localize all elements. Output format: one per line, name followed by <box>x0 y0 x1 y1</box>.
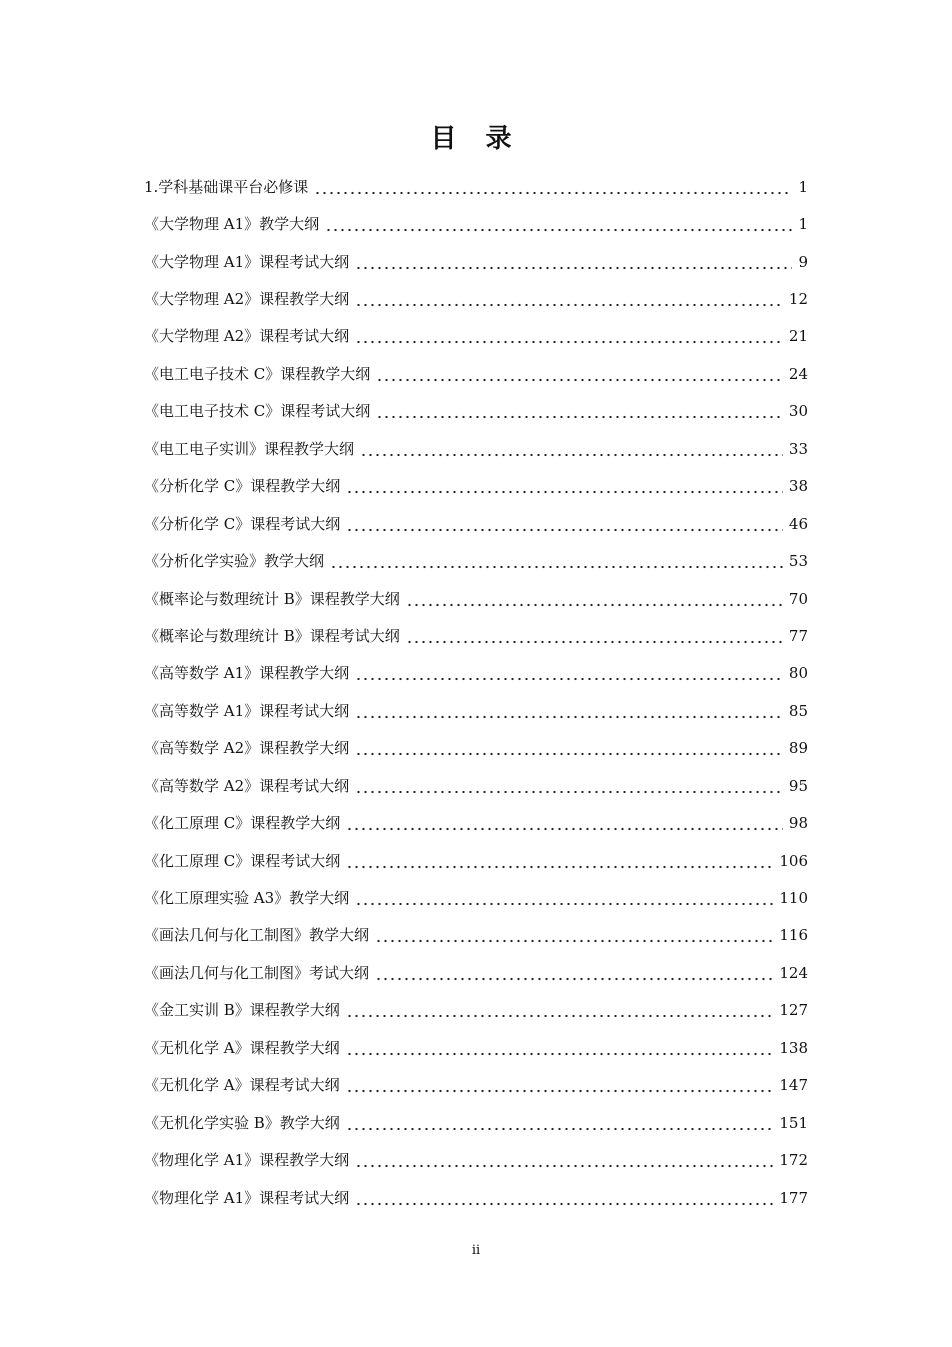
toc-dot-leader <box>375 925 773 945</box>
toc-entry-page: 124 <box>779 963 808 982</box>
toc-dot-leader <box>346 514 783 534</box>
toc-entry[interactable] <box>144 617 808 654</box>
toc-entry-page: 1 <box>798 177 808 196</box>
toc-dot-leader <box>355 326 783 346</box>
toc-entry-page: 110 <box>779 889 808 908</box>
toc-entry-page: 172 <box>779 1151 808 1170</box>
toc-entry[interactable] <box>144 205 808 242</box>
toc-entry-title: 1.学科基础课平台必修课 <box>144 177 309 196</box>
toc-entry-page: 1 <box>798 215 808 234</box>
toc-entry-title: 《无机化学 A》课程考试大纲 <box>144 1076 340 1095</box>
toc-entry[interactable] <box>144 355 808 392</box>
toc-entry[interactable] <box>144 842 808 879</box>
toc-entry[interactable] <box>144 879 808 916</box>
toc-dot-leader <box>360 439 783 459</box>
toc-entry-title: 《大学物理 A2》课程教学大纲 <box>144 290 350 309</box>
toc-entry-title: 《物理化学 A1》课程教学大纲 <box>144 1151 350 1170</box>
toc-dot-leader <box>346 476 783 496</box>
toc-entry-page: 106 <box>779 851 808 870</box>
toc-entry-title: 《分析化学 C》课程考试大纲 <box>144 514 341 533</box>
toc-dot-leader <box>346 1113 774 1133</box>
toc-dot-leader <box>346 1000 774 1020</box>
toc-entry-page: 9 <box>798 252 808 271</box>
toc-entry[interactable] <box>144 318 808 355</box>
toc-entry-title: 《无机化学实验 B》教学大纲 <box>144 1113 340 1132</box>
toc-dot-leader <box>406 626 783 646</box>
toc-entry-page: 95 <box>788 776 808 795</box>
toc-entry-title: 《概率论与数理统计 B》课程考试大纲 <box>144 626 400 645</box>
toc-entry-title: 《画法几何与化工制图》教学大纲 <box>144 926 370 945</box>
toc-entry-title: 《画法几何与化工制图》考试大纲 <box>144 963 370 982</box>
toc-dot-leader <box>355 252 792 272</box>
toc-entry-title: 《高等数学 A1》课程教学大纲 <box>144 664 350 683</box>
toc-entry-title: 《分析化学实验》教学大纲 <box>144 552 325 571</box>
toc-entry-page: 80 <box>788 664 808 683</box>
toc-dot-leader <box>355 776 783 796</box>
toc-entry[interactable] <box>144 430 808 467</box>
toc-entry-page: 151 <box>779 1113 808 1132</box>
toc-entry[interactable] <box>144 1029 808 1066</box>
toc-entry-page: 177 <box>779 1188 808 1207</box>
toc-dot-leader <box>346 813 783 833</box>
toc-entry-title: 《金工实训 B》课程教学大纲 <box>144 1001 340 1020</box>
toc-entry-page: 33 <box>788 439 808 458</box>
toc-entry-page: 138 <box>779 1038 808 1057</box>
toc-entry-page: 77 <box>788 626 808 645</box>
toc-entry[interactable] <box>144 917 808 954</box>
toc-entry-title: 《概率论与数理统计 B》课程教学大纲 <box>144 589 400 608</box>
toc-entry-page: 24 <box>788 364 808 383</box>
toc-entry[interactable] <box>144 542 808 579</box>
toc-dot-leader <box>355 663 783 683</box>
toc-entry[interactable] <box>144 1104 808 1141</box>
toc-entry-title: 《无机化学 A》课程教学大纲 <box>144 1038 340 1057</box>
toc-entry[interactable] <box>144 767 808 804</box>
toc-entry[interactable] <box>144 505 808 542</box>
toc-entry-title: 《物理化学 A1》课程考试大纲 <box>144 1188 350 1207</box>
toc-entry[interactable] <box>144 655 808 692</box>
toc-entry-title: 《大学物理 A1》课程考试大纲 <box>144 252 350 271</box>
toc-entry[interactable] <box>144 393 808 430</box>
toc-dot-leader <box>355 738 783 758</box>
page-title: 目 录 <box>430 124 522 154</box>
toc-dot-leader <box>325 214 792 234</box>
toc-dot-leader <box>406 589 783 609</box>
toc-dot-leader <box>330 551 783 571</box>
toc-entry-page: 116 <box>779 926 808 945</box>
toc-entry[interactable] <box>144 730 808 767</box>
toc-dot-leader <box>376 401 783 421</box>
toc-entry-page: 147 <box>779 1076 808 1095</box>
toc-entry-page: 46 <box>788 514 808 533</box>
toc-entry-page: 21 <box>788 327 808 346</box>
toc-entry-page: 89 <box>788 739 808 758</box>
toc-entry-page: 12 <box>788 290 808 309</box>
table-of-contents <box>144 168 808 1216</box>
toc-entry[interactable] <box>144 992 808 1029</box>
toc-entry[interactable] <box>144 692 808 729</box>
toc-entry-page: 38 <box>788 477 808 496</box>
toc-entry-page: 30 <box>788 402 808 421</box>
toc-dot-leader <box>375 963 773 983</box>
toc-dot-leader <box>376 364 783 384</box>
toc-entry-page: 127 <box>779 1001 808 1020</box>
toc-entry-title: 《大学物理 A2》课程考试大纲 <box>144 327 350 346</box>
toc-entry-title: 《高等数学 A1》课程考试大纲 <box>144 701 350 720</box>
toc-entry-title: 《电工电子技术 C》课程考试大纲 <box>144 402 371 421</box>
toc-entry-title: 《分析化学 C》课程教学大纲 <box>144 477 341 496</box>
toc-entry[interactable] <box>144 580 808 617</box>
toc-entry-title: 《化工原理 C》课程教学大纲 <box>144 814 341 833</box>
toc-entry[interactable] <box>144 954 808 991</box>
toc-dot-leader <box>346 1075 774 1095</box>
toc-dot-leader <box>355 888 773 908</box>
toc-dot-leader <box>314 177 792 197</box>
toc-entry-title: 《大学物理 A1》教学大纲 <box>144 215 320 234</box>
toc-dot-leader <box>346 851 773 871</box>
toc-entry[interactable] <box>144 243 808 280</box>
toc-entry-page: 70 <box>788 589 808 608</box>
toc-entry-title: 《电工电子技术 C》课程教学大纲 <box>144 364 371 383</box>
toc-entry[interactable] <box>144 1141 808 1178</box>
toc-entry-page: 85 <box>788 701 808 720</box>
toc-dot-leader <box>346 1038 774 1058</box>
toc-entry-page: 53 <box>788 552 808 571</box>
toc-entry[interactable] <box>144 1067 808 1104</box>
toc-entry[interactable] <box>144 468 808 505</box>
page-number: ii <box>471 1243 481 1258</box>
toc-dot-leader <box>355 701 783 721</box>
toc-entry[interactable] <box>144 168 808 205</box>
toc-entry-title: 《化工原理实验 A3》教学大纲 <box>144 889 350 908</box>
toc-entry-page: 98 <box>788 814 808 833</box>
toc-entry[interactable] <box>144 804 808 841</box>
toc-dot-leader <box>355 1188 773 1208</box>
toc-dot-leader <box>355 289 783 309</box>
toc-dot-leader <box>355 1150 773 1170</box>
toc-entry[interactable] <box>144 280 808 317</box>
toc-entry-title: 《电工电子实训》课程教学大纲 <box>144 439 355 458</box>
toc-entry-title: 《化工原理 C》课程考试大纲 <box>144 851 341 870</box>
toc-entry[interactable] <box>144 1179 808 1216</box>
toc-entry-title: 《高等数学 A2》课程考试大纲 <box>144 776 350 795</box>
toc-entry-title: 《高等数学 A2》课程教学大纲 <box>144 739 350 758</box>
